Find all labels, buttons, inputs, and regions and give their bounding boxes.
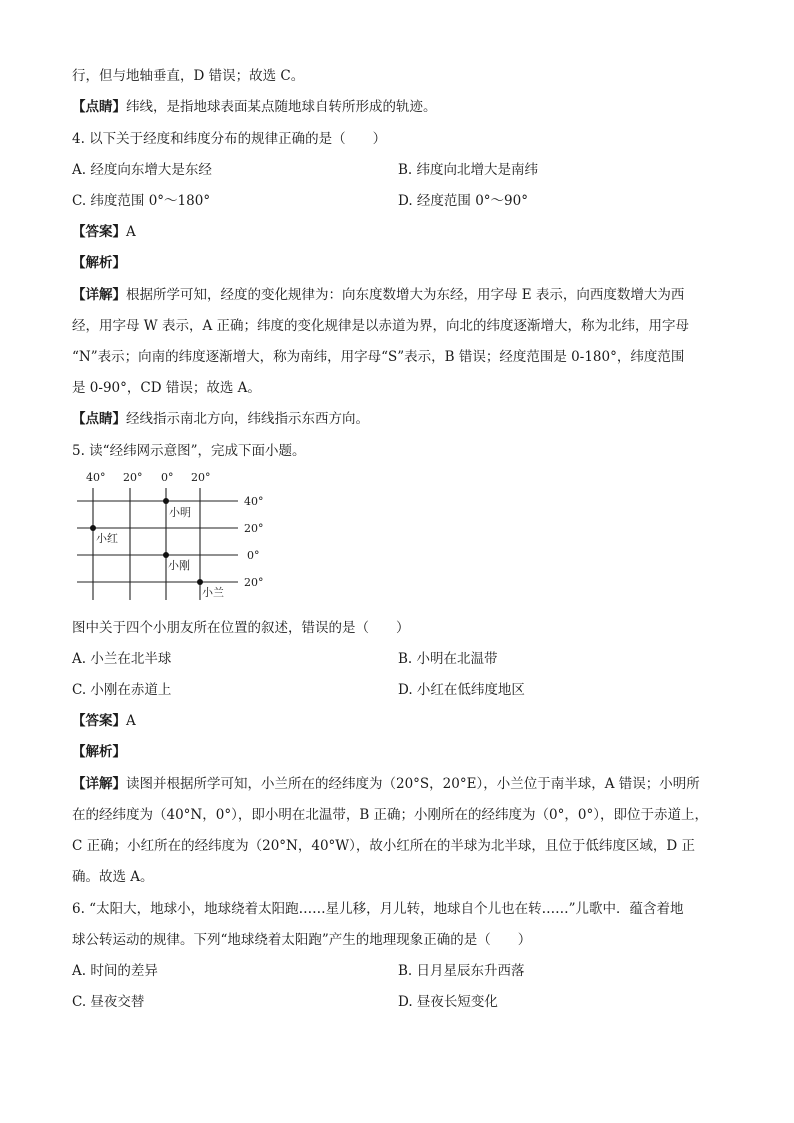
q4-option-c: C. 纬度范围 0°～180° <box>72 193 211 209</box>
q6-option-a: A. 时间的差异 <box>72 963 158 979</box>
lat-lon-grid-figure <box>72 466 272 604</box>
q5-detail-line-2: 在的经纬度为（40°N，0°），即小明在北温带，B 正确；小刚所在的经纬度为（0°，0°），即位于赤道上， <box>72 807 708 823</box>
lon-label: 20° <box>191 471 211 484</box>
q6-option-c: C. 昼夜交替 <box>72 994 145 1010</box>
q4-option-d: D. 经度范围 0°～90° <box>398 193 528 209</box>
answer-tag: 【答案】 <box>72 713 126 729</box>
answer-value: A <box>126 224 136 240</box>
xiaogang-point <box>163 552 169 558</box>
question-4-stem: 4. 以下关于经度和纬度分布的规律正确的是（ ） <box>72 131 387 147</box>
xiaogang-label: 小刚 <box>168 559 190 572</box>
tip-tag: 【点睛】 <box>72 99 126 115</box>
tip-line <box>72 97 437 117</box>
xiaolan-point <box>197 579 203 585</box>
q6-option-d: D. 昼夜长短变化 <box>398 994 498 1010</box>
answer-tag: 【答案】 <box>72 224 126 240</box>
lat-label: 0° <box>247 549 260 562</box>
q5-answer <box>72 711 136 731</box>
lon-label: 20° <box>123 471 143 484</box>
q4-option-a: A. 经度向东增大是东经 <box>72 162 212 178</box>
xiaoming-point <box>163 498 169 504</box>
xiaohong-label: 小红 <box>96 532 118 545</box>
xiaolan-label: 小兰 <box>202 586 224 599</box>
q4-tip <box>72 409 369 429</box>
detail-tag: 【详解】 <box>72 776 126 792</box>
question-6-stem-line-2: 球公转运动的规律。下列“地球绕着太阳跑”产生的地理现象正确的是（ ） <box>72 932 532 948</box>
lon-label: 40° <box>86 471 106 484</box>
q4-detail-line-2: 经，用字母 W 表示，A 正确；纬度的变化规律是以赤道为界，向北的纬度逐渐增大，称为北纬，用字母 <box>72 318 689 334</box>
answer-value: A <box>126 713 136 729</box>
tip-text: 纬线，是指地球表面某点随地球自转所形成的轨迹。 <box>126 99 437 115</box>
lat-label: 20° <box>244 522 264 535</box>
tip-text: 经线指示南北方向，纬线指示东西方向。 <box>126 411 369 427</box>
grid-svg <box>72 466 272 604</box>
detail-tag: 【详解】 <box>72 287 126 303</box>
q4-analysis-heading: 【解析】 <box>72 255 126 271</box>
question-6-stem-line-1: 6. “太阳大，地球小，地球绕着太阳跑……星儿移，月儿转，地球自个儿也在转……”儿歌中．蕴含着地 <box>72 901 684 917</box>
xiaoming-label: 小明 <box>169 506 191 519</box>
lat-label: 40° <box>244 495 264 508</box>
q5-detail-line-4: 确。故选 A。 <box>72 869 154 885</box>
q4-answer <box>72 222 136 242</box>
q6-option-b: B. 日月星辰东升西落 <box>398 963 525 979</box>
q5-analysis-heading: 【解析】 <box>72 744 126 760</box>
q4-detail-line-3: “N”表示；向南的纬度逐渐增大，称为南纬，用字母“S”表示，B 错误；经度范围是 0-180°，纬度范围 <box>72 349 685 365</box>
detail-text: 读图并根据所学可知，小兰所在的经纬度为（20°S，20°E），小兰位于南半球，A 错误；小明所 <box>126 776 700 792</box>
q5-detail-line-3: C 正确；小红所在的经纬度为（20°N，40°W），故小红所在的半球为北半球，且位于低纬度区域，D 正 <box>72 838 696 854</box>
question-5-stem: 5. 读“经纬网示意图”，完成下面小题。 <box>72 443 306 459</box>
q4-detail-line-4: 是 0-90°，CD 错误；故选 A。 <box>72 380 261 396</box>
text-line: 行，但与地轴垂直，D 错误；故选 C。 <box>72 68 305 84</box>
lon-label: 0° <box>161 471 174 484</box>
q5-option-a: A. 小兰在北半球 <box>72 651 172 667</box>
q5-detail-line-1 <box>72 774 700 794</box>
tip-tag: 【点睛】 <box>72 411 126 427</box>
q5-sub-question: 图中关于四个小朋友所在位置的叙述，错误的是（ ） <box>72 620 410 636</box>
q5-option-c: C. 小刚在赤道上 <box>72 682 172 698</box>
xiaohong-point <box>90 525 96 531</box>
q5-option-d: D. 小红在低纬度地区 <box>398 682 525 698</box>
detail-text: 根据所学可知，经度的变化规律为：向东度数增大为东经，用字母 E 表示，向西度数增大为西 <box>126 287 685 303</box>
q4-option-b: B. 纬度向北增大是南纬 <box>398 162 539 178</box>
lat-label: 20° <box>244 576 264 589</box>
q5-option-b: B. 小明在北温带 <box>398 651 498 667</box>
q4-detail-line-1 <box>72 285 684 305</box>
